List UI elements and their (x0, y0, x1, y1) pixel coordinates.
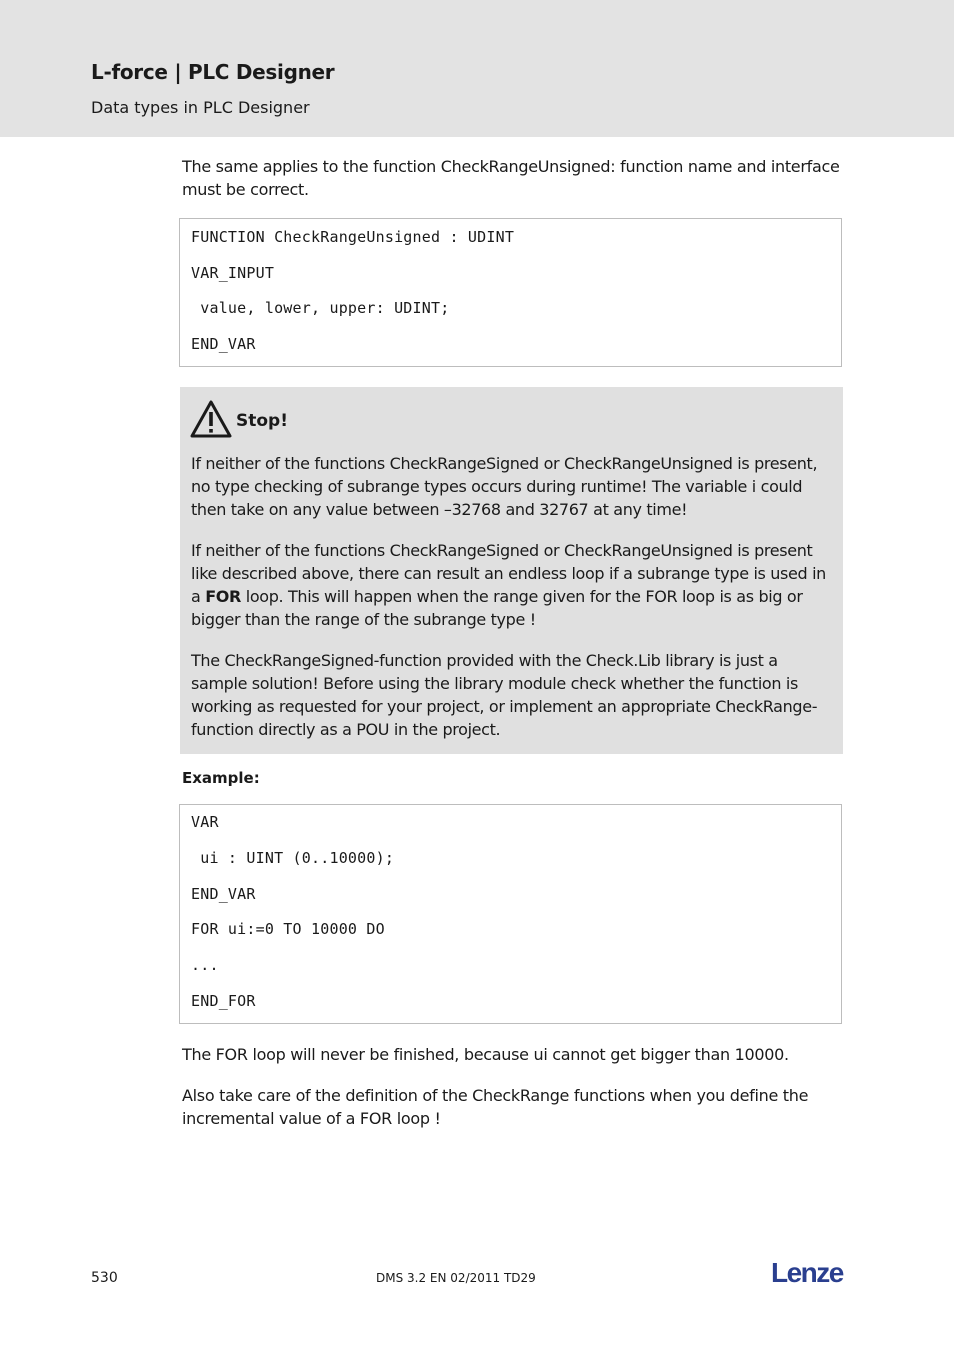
stop-paragraph-2 (191, 539, 836, 631)
stop-paragraph-2-end: loop. This will happen when the range given for the FOR loop is as big or bigger than the range of the subrange type ! (191, 587, 803, 629)
document-id: DMS 3.2 EN 02/2011 TD29 (376, 1271, 536, 1285)
lenze-logo: Lenze (771, 1257, 843, 1288)
warning-triangle-icon (190, 400, 232, 438)
stop-paragraph-3: The CheckRangeSigned-function provided with the Check.Lib library is just a sample solution! Before using the library module check whether the function is working as requested for your project, or implement an appropriate CheckRange-function directly as a POU in the project. (191, 651, 818, 739)
code-block-example (179, 804, 842, 1024)
code-line: ... (191, 956, 219, 974)
example-label: Example: (182, 769, 260, 787)
code-block-checkrange (179, 218, 842, 367)
stop-notice (180, 387, 843, 754)
intro-paragraph: The same applies to the function CheckRangeUnsigned: function name and interface must be correct. (182, 157, 840, 199)
code-line: END_VAR (191, 335, 256, 353)
code-line: ui : UINT (0..10000); (191, 849, 395, 867)
document-title: L-force | PLC Designer (91, 60, 335, 84)
stop-paragraph-2-start: If neither of the functions CheckRangeSigned or CheckRangeUnsigned is present like described above, there can result an endless loop if a subrange type is used in a (191, 541, 826, 606)
after-paragraph-2: Also take care of the definition of the CheckRange functions when you define the incremental value of a FOR loop ! (182, 1086, 809, 1128)
code-line: VAR_INPUT (191, 264, 275, 282)
section-title: Data types in PLC Designer (91, 98, 310, 117)
code-line: FOR ui:=0 TO 10000 DO (191, 920, 385, 938)
page-number: 530 (91, 1270, 118, 1286)
code-line: VAR (191, 813, 219, 831)
stop-paragraph-1: If neither of the functions CheckRangeSigned or CheckRangeUnsigned is present, no type checking of subrange types occurs during runtime! The variable i could then take on any value between –32768 and 32767 at any time! (191, 454, 818, 519)
code-line: END_FOR (191, 992, 256, 1010)
page-header (0, 0, 954, 137)
stop-paragraph-2-bold: FOR (205, 587, 242, 606)
code-line: END_VAR (191, 885, 256, 903)
after-paragraph-1: The FOR loop will never be finished, because ui cannot get bigger than 10000. (182, 1045, 789, 1064)
code-line: value, lower, upper: UDINT; (191, 299, 450, 317)
code-line: FUNCTION CheckRangeUnsigned : UDINT (191, 228, 515, 246)
stop-label: Stop! (236, 411, 288, 431)
